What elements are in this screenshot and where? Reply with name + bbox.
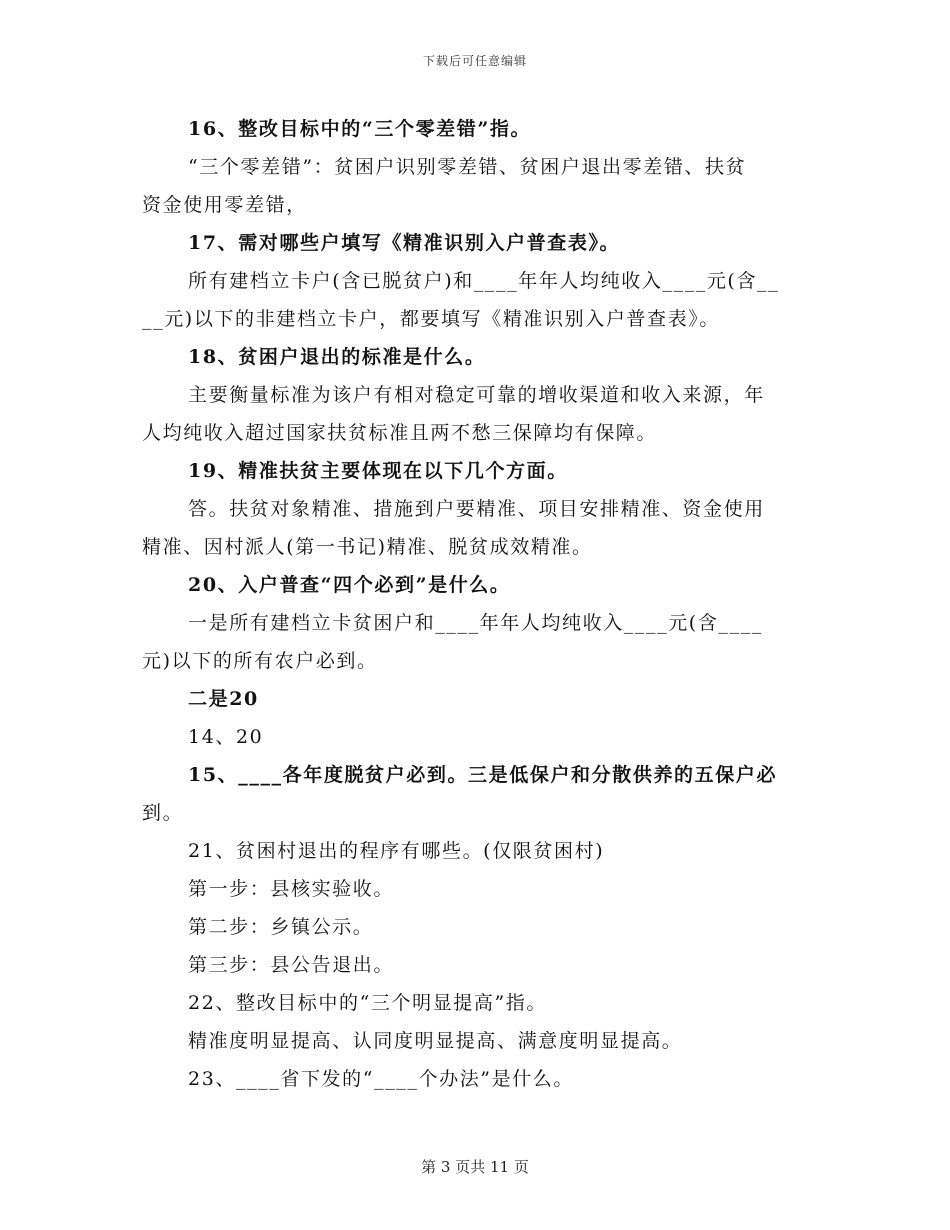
answer-21-step-1: 第一步：县核实验收。 bbox=[188, 878, 395, 900]
answer-20-line-5: 15、____各年度脱贫户必到。三是低保户和分散供养的五保户必 bbox=[188, 764, 778, 786]
document-body bbox=[142, 110, 810, 1098]
answer-20-line-6: 到。 bbox=[142, 802, 184, 824]
answer-21-step-3: 第三步：县公告退出。 bbox=[188, 954, 395, 976]
answer-20-line-2: 元)以下的所有农户必到。 bbox=[142, 650, 378, 672]
page-number: 第 3 页共 11 页 bbox=[421, 1158, 529, 1176]
answer-21-step-2: 第二步：乡镇公示。 bbox=[188, 916, 374, 938]
question-23: 23、____省下发的“____个办法”是什么。 bbox=[188, 1068, 575, 1090]
question-19: 19、精准扶贫主要体现在以下几个方面。 bbox=[188, 460, 568, 482]
question-20: 20、入户普查“四个必到”是什么。 bbox=[188, 574, 511, 596]
answer-17-line-2: __元)以下的非建档立卡户，都要填写《精准识别入户普查表》。 bbox=[142, 308, 720, 330]
question-18: 18、贫困户退出的标准是什么。 bbox=[188, 346, 486, 368]
answer-18-line-1: 主要衡量标准为该户有相对稳定可靠的增收渠道和收入来源，年 bbox=[188, 384, 765, 406]
answer-20-line-4: 14、20 bbox=[188, 726, 264, 748]
question-17: 17、需对哪些户填写《精准识别入户普查表》。 bbox=[188, 232, 621, 254]
answer-18-line-2: 人均纯收入超过国家扶贫标准且两不愁三保障均有保障。 bbox=[142, 422, 658, 444]
answer-20-line-1: 一是所有建档立卡贫困户和____年年人均纯收入____元(含____ bbox=[188, 612, 763, 634]
answer-16-line-2: 资金使用零差错， bbox=[142, 194, 307, 216]
answer-22: 精准度明显提高、认同度明显提高、满意度明显提高。 bbox=[188, 1030, 683, 1052]
answer-16-line-1: “三个零差错”：贫困户识别零差错、贫困户退出零差错、扶贫 bbox=[188, 156, 747, 178]
answer-19-line-1: 答。扶贫对象精准、措施到户要精准、项目安排精准、资金使用 bbox=[188, 498, 765, 520]
question-16: 16、整改目标中的“三个零差错”指。 bbox=[188, 118, 532, 140]
question-22: 22、整改目标中的“三个明显提高”指。 bbox=[188, 992, 548, 1014]
page-header: 下载后可任意编辑 bbox=[422, 54, 527, 68]
answer-19-line-2: 精准、因村派人(第一书记)精准、脱贫成效精准。 bbox=[142, 536, 593, 558]
answer-20-line-3: 二是20 bbox=[188, 688, 259, 710]
question-21: 21、贫困村退出的程序有哪些。(仅限贫困村) bbox=[188, 840, 605, 862]
answer-17-line-1: 所有建档立卡户(含已脱贫户)和____年年人均纯收入____元(含__ bbox=[188, 270, 780, 292]
